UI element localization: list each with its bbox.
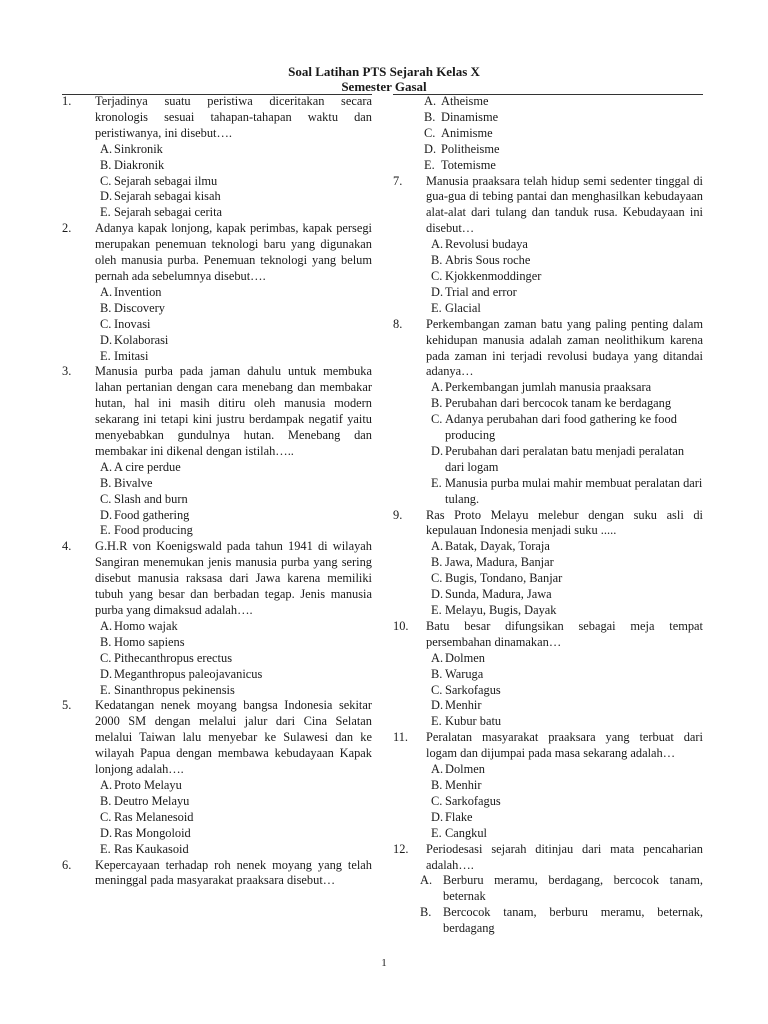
answer-option (393, 810, 703, 826)
option-letter: B. (100, 793, 112, 808)
answer-option (62, 635, 372, 651)
option-text: Invention (114, 284, 162, 299)
option-letter: A. (431, 650, 444, 665)
answer-option (62, 826, 372, 842)
question-stem: Perkembangan zaman batu yang paling penting dalam kehidupan manusia adalah zaman neolithikum karena pada zaman ini terjadi revolusi budaya yang ditandai adanya… (426, 316, 703, 379)
answer-option (393, 539, 703, 555)
question-number: 1. (62, 94, 72, 108)
answer-option (62, 205, 372, 221)
question-stem: Batu besar difungsikan sebagai meja tempat persembahan dinamakan… (426, 618, 703, 649)
option-text: Kolaborasi (114, 332, 169, 347)
answer-option (62, 174, 372, 190)
option-letter: A. (100, 777, 113, 792)
option-letter: B. (431, 777, 443, 792)
option-letter: D. (100, 189, 113, 204)
option-letter: C. (431, 412, 443, 427)
answer-option (62, 810, 372, 826)
option-letter: D. (431, 443, 444, 458)
answer-option (62, 301, 372, 317)
question-number: 5. (62, 698, 72, 713)
question-number: 6. (62, 857, 72, 872)
option-letter: E. (100, 205, 111, 220)
question-stem: Adanya kapak lonjong, kapak perimbas, kapak persegi merupakan penemuan teknologi baru yang digunakan oleh manusia purba. Penemuan teknologi yang belum pernah ada sebelumnya disebut…. (95, 221, 372, 283)
option-text: Pithecanthropus erectus (114, 650, 233, 665)
question-11 (393, 730, 703, 762)
option-letter: C. (100, 316, 112, 331)
answer-option (62, 778, 372, 794)
option-letter: E. (431, 475, 442, 490)
answer-option (62, 333, 372, 349)
option-text: Meganthropus paleojavanicus (114, 666, 263, 681)
option-letter: C. (431, 571, 443, 586)
option-letter: C. (431, 682, 443, 697)
answer-option (62, 508, 372, 524)
option-letter: E. (431, 603, 442, 617)
answer-option (62, 683, 372, 699)
question-stem: Manusia praaksara telah hidup semi sedenter tinggal di gua-gua di tebing pantai dan menghasilkan kebudayaan alat-alat dari tulang dan tanduk rusa. Kebudayaan ini disebut… (426, 173, 703, 236)
option-letter: D. (431, 587, 444, 602)
answer-option (393, 555, 703, 571)
option-text: Deutro Melayu (114, 793, 190, 808)
question-number: 10. (393, 618, 409, 633)
option-letter: D. (100, 825, 113, 840)
option-letter: B. (100, 475, 112, 490)
option-letter: B. (431, 666, 443, 681)
option-text: Waruga (445, 666, 484, 681)
option-text: Perubahan dari peralatan batu menjadi peralatan dari logam (445, 443, 685, 474)
option-text: Ras Kaukasoid (114, 841, 189, 856)
question-number: 8. (393, 316, 403, 331)
question-10 (393, 619, 703, 651)
option-letter: D. (100, 332, 113, 347)
option-text: Melayu, Bugis, Dayak (445, 603, 557, 617)
option-text: Manusia purba mulai mahir membuat peralatan dari tulang. (445, 475, 703, 506)
option-letter: B. (431, 396, 443, 411)
option-text: Menhir (445, 777, 482, 792)
option-letter: E. (100, 348, 111, 363)
option-text: Animisme (441, 125, 493, 140)
question-2 (62, 221, 372, 285)
option-letter: A. (420, 873, 433, 888)
option-letter: E. (431, 825, 442, 840)
option-text: Homo sapiens (114, 634, 185, 649)
option-letter: A. (431, 237, 444, 252)
answer-option (393, 651, 703, 667)
answer-option (62, 492, 372, 508)
answer-option (393, 301, 703, 317)
option-text: Slash and burn (114, 491, 188, 506)
option-letter: D. (100, 507, 113, 522)
option-text: Perkembangan jumlah manusia praaksara (445, 380, 652, 395)
option-letter: B. (420, 905, 432, 920)
answer-option (393, 380, 703, 396)
option-letter: D. (431, 284, 444, 299)
option-text: Glacial (445, 300, 481, 315)
answer-option (393, 873, 703, 905)
question-number: 9. (393, 507, 403, 522)
option-letter: B. (100, 300, 112, 315)
option-letter: D. (424, 141, 437, 156)
answer-option (62, 189, 372, 205)
answer-option (393, 94, 703, 110)
option-text: Bivalve (114, 475, 153, 490)
answer-option (393, 412, 703, 444)
answer-option (393, 571, 703, 587)
page-subtitle: Semester Gasal (341, 79, 427, 94)
left-column (62, 94, 372, 889)
page-title: Soal Latihan PTS Sejarah Kelas X (288, 64, 480, 79)
option-letter: A. (431, 539, 444, 554)
option-text: Totemisme (441, 157, 496, 172)
option-text: Politheisme (441, 141, 500, 156)
option-letter: E. (100, 523, 111, 538)
answer-option (62, 523, 372, 539)
option-letter: C. (431, 268, 443, 283)
option-text: Sejarah sebagai cerita (114, 205, 223, 220)
option-letter: B. (100, 157, 112, 172)
answer-option (62, 158, 372, 174)
answer-option (393, 826, 703, 842)
option-text: Atheisme (441, 94, 489, 108)
option-letter: C. (424, 125, 436, 140)
answer-option (393, 237, 703, 253)
option-letter: A. (100, 459, 113, 474)
option-letter: C. (100, 809, 112, 824)
answer-option (62, 317, 372, 333)
answer-option (393, 683, 703, 699)
page-number: 1 (381, 957, 387, 969)
option-letter: A. (100, 284, 113, 299)
question-12 (393, 842, 703, 874)
option-letter: D. (431, 698, 444, 713)
option-text: Jawa, Madura, Banjar (445, 555, 554, 570)
answer-option (393, 444, 703, 476)
answer-option (393, 905, 703, 937)
question-stem: Ras Proto Melayu melebur dengan suku asli di kepulauan Indonesia menjadi suku ..... (426, 507, 703, 538)
question-number: 12. (393, 841, 409, 856)
option-text: Ras Mongoloid (114, 825, 191, 840)
option-text: Food producing (114, 523, 193, 538)
option-text: A cire perdue (114, 459, 181, 474)
option-text: Menhir (445, 698, 482, 713)
question-6 (62, 858, 372, 890)
question-7 (393, 174, 703, 238)
answer-option (62, 619, 372, 635)
question-stem: Terjadinya suatu peristiwa diceritakan secara kronologis sesuai tahapan-tahapan waktu dan peristiwanya, ini disebut…. (95, 94, 372, 140)
option-letter: A. (424, 94, 437, 108)
option-letter: C. (100, 173, 112, 188)
question-number: 4. (62, 539, 72, 554)
answer-option (393, 269, 703, 285)
option-text: Imitasi (114, 348, 149, 363)
option-text: Adanya perubahan dari food gathering ke food producing (445, 412, 677, 443)
option-letter: E. (424, 157, 435, 172)
question-stem: Kepercayaan terhadap roh nenek moyang yang telah meninggal pada masyarakat praaksara disebut… (95, 857, 372, 888)
answer-option (393, 285, 703, 301)
option-letter: E. (431, 714, 442, 729)
option-text: Perubahan dari bercocok tanam ke berdagang (445, 396, 672, 411)
answer-option (393, 476, 703, 508)
option-text: Diakronik (114, 157, 165, 172)
answer-option (393, 587, 703, 603)
answer-option (393, 762, 703, 778)
answer-option (62, 476, 372, 492)
option-text: Sarkofagus (445, 682, 501, 697)
option-text: Flake (445, 809, 473, 824)
question-stem: Periodesasi sejarah ditinjau dari mata pencaharian adalah…. (426, 841, 703, 872)
option-letter: A. (431, 762, 444, 777)
option-letter: B. (431, 253, 443, 268)
question-stem: Manusia purba pada jaman dahulu untuk membuka lahan pertanian dengan cara menebang dan membakar hutan, hal ini masih ditiru oleh manusia modern sekarang ini tetapi kini justru berdampak negatif yaitu menyebabkan gundulnya hutan. Menebang dan membakar ini dikenal dengan istilah….. (95, 364, 372, 458)
answer-option (62, 349, 372, 365)
option-text: Food gathering (114, 507, 190, 522)
option-text: Kjokkenmoddinger (445, 268, 542, 283)
option-letter: C. (100, 491, 112, 506)
option-letter: A. (100, 618, 113, 633)
option-letter: C. (431, 793, 443, 808)
right-column (393, 94, 703, 937)
answer-option (393, 714, 703, 730)
option-text: Sinkronik (114, 141, 163, 156)
option-text: Sunda, Madura, Jawa (445, 587, 552, 602)
option-letter: D. (431, 809, 444, 824)
option-text: Trial and error (445, 284, 517, 299)
answer-option (62, 842, 372, 858)
question-1 (62, 94, 372, 142)
question-5 (62, 698, 372, 778)
answer-option (62, 651, 372, 667)
option-text: Homo wajak (114, 618, 178, 633)
answer-option (393, 253, 703, 269)
question-3 (62, 364, 372, 459)
answer-option (393, 158, 703, 174)
question-9 (393, 508, 703, 540)
answer-option (393, 142, 703, 158)
answer-option (62, 285, 372, 301)
option-text: Ras Melanesoid (114, 809, 194, 824)
question-stem: Kedatangan nenek moyang bangsa Indonesia sekitar 2000 SM dengan melalui jalur dari Cina Selatan melalui Taiwan lalu menyebar ke Sulawesi dan ke wilayah Papua dengan membawa kebudayaan Kapak lonjong adalah…. (95, 698, 372, 777)
answer-option (393, 778, 703, 794)
option-text: Cangkul (445, 825, 487, 840)
option-letter: A. (100, 141, 113, 156)
answer-option (393, 698, 703, 714)
question-number: 11. (393, 730, 409, 745)
option-text: Kubur batu (445, 714, 502, 729)
question-6-continued-options (393, 94, 703, 174)
option-text: Abris Sous roche (445, 253, 531, 268)
answer-option (62, 142, 372, 158)
option-letter: B. (100, 634, 112, 649)
option-letter: B. (431, 555, 443, 570)
option-text: Sarkofagus (445, 793, 501, 808)
option-text: Sejarah sebagai ilmu (114, 173, 218, 188)
option-letter: E. (100, 841, 111, 856)
answer-option (393, 667, 703, 683)
option-text: Sinanthropus pekinensis (114, 682, 235, 697)
option-letter: E. (100, 682, 111, 697)
answer-option (393, 126, 703, 142)
answer-option (62, 460, 372, 476)
question-number: 3. (62, 364, 72, 379)
option-text: Discovery (114, 300, 165, 315)
option-letter: A. (431, 380, 444, 395)
option-letter: C. (100, 650, 112, 665)
question-number: 2. (62, 221, 72, 236)
question-4 (62, 539, 372, 619)
option-text: Inovasi (114, 316, 151, 331)
option-text: Dolmen (445, 762, 485, 777)
option-text: Berburu meramu, berdagang, bercocok tanam, beternak (443, 873, 703, 904)
option-text: Batak, Dayak, Toraja (445, 539, 550, 554)
option-text: Proto Melayu (114, 777, 182, 792)
question-stem: G.H.R von Koenigswald pada tahun 1941 di wilayah Sangiran menemukan jenis manusia purba yang sering disebut manusia raksasa dari Jawa karena memiliki tubuh yang besar dan berbadan tegap. Jenis manusia purba yang dimaksud adalah…. (95, 539, 372, 617)
answer-option (393, 396, 703, 412)
answer-option (393, 794, 703, 810)
option-text: Bercocok tanam, berburu meramu, beternak, berdagang (443, 905, 703, 936)
option-letter: E. (431, 300, 442, 315)
option-text: Dinamisme (441, 109, 499, 124)
answer-option (62, 794, 372, 810)
answer-option (393, 110, 703, 126)
question-number: 7. (393, 173, 403, 188)
answer-option (393, 603, 703, 619)
question-8 (393, 317, 703, 381)
option-text: Revolusi budaya (445, 237, 528, 252)
question-stem: Peralatan masyarakat praaksara yang terbuat dari logam dan dijumpai pada masa sekarang adalah… (426, 730, 703, 761)
option-letter: B. (424, 109, 436, 124)
answer-option (62, 667, 372, 683)
option-text: Bugis, Tondano, Banjar (445, 571, 563, 586)
option-text: Dolmen (445, 650, 485, 665)
option-letter: D. (100, 666, 113, 681)
option-text: Sejarah sebagai kisah (114, 189, 221, 204)
